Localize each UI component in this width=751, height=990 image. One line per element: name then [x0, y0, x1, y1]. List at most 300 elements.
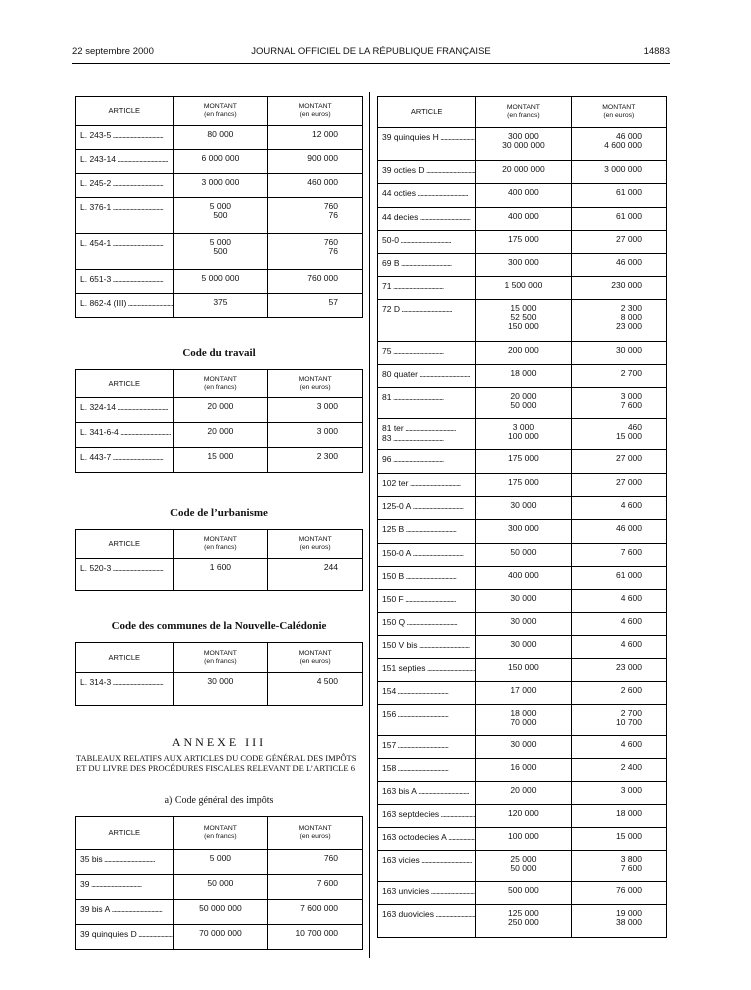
article-line [80, 854, 173, 864]
amount-euros: 3 000 [620, 391, 642, 401]
table-row [378, 882, 667, 905]
article-line [382, 571, 475, 581]
amount-euros-cell [571, 613, 666, 636]
amount-euros-cell [571, 497, 666, 520]
table-row [378, 161, 667, 184]
amount-francs: 1 600 [209, 562, 232, 572]
amount-euros: 57 [328, 297, 338, 307]
article-cell [76, 850, 174, 875]
article-reference: L. 243-5 ..... [80, 130, 163, 140]
amount-euros: 3 000 [316, 426, 338, 436]
amount-euros-cell [268, 198, 363, 234]
article-cell [378, 851, 476, 882]
table-code-general-impots-header-euros [268, 817, 363, 850]
table-code-articles [75, 96, 363, 318]
table-row [76, 198, 363, 234]
amount-francs-cell [173, 448, 268, 473]
amount-euros-cell [571, 759, 666, 782]
table-code-communes-header-francs [173, 643, 268, 673]
amount-francs-cell [173, 673, 268, 706]
article-reference: 163 duovicies ..... [382, 909, 475, 919]
amount-euros-cell [571, 474, 666, 497]
column-header-unit-francs: (en francs) [204, 657, 237, 665]
amount-euros: 12 000 [312, 129, 338, 139]
article-reference: 102 ter ..... [382, 478, 460, 488]
amount-francs-cell [173, 198, 268, 234]
amount-euros: 27 000 [616, 234, 642, 244]
article-reference: L. 314-3 ..... [80, 677, 163, 687]
amount-francs: 400 000 [508, 187, 539, 197]
article-line [382, 132, 475, 142]
amount-euros: 2 700 [620, 368, 642, 378]
amount-francs-cell [476, 828, 571, 851]
header-row [76, 530, 363, 559]
table-code-articles-header-article [76, 97, 174, 126]
amount-euros: 23 000 [616, 321, 642, 331]
amount-francs-cell [476, 590, 571, 613]
article-reference: 158 ..... [382, 763, 448, 773]
header-row [76, 643, 363, 673]
amount-francs-cell [476, 682, 571, 705]
table-code-general-impots-continued-header-euros [571, 97, 666, 128]
amount-euros: 15 000 [616, 431, 642, 441]
article-line [382, 212, 475, 222]
column-header-montant: MONTANT [298, 103, 332, 110]
amount-francs-cell [173, 423, 268, 448]
amount-francs: 70 000 000 [199, 928, 242, 938]
article-line [382, 763, 475, 773]
table-row [378, 254, 667, 277]
amount-euros: 7 600 [620, 400, 642, 410]
table-row [76, 234, 363, 270]
article-reference: L. 376-1 ..... [80, 202, 163, 212]
table-row [378, 851, 667, 882]
amount-euros-cell [268, 673, 363, 706]
table-code-articles-header-euros [268, 97, 363, 126]
table-code-urbanisme-header-article [76, 530, 174, 559]
amount-euros-cell [571, 520, 666, 544]
amount-euros-cell [571, 419, 666, 450]
table-row [378, 782, 667, 805]
amount-euros: 4 600 [620, 739, 642, 749]
article-cell [76, 423, 174, 448]
amount-euros: 2 600 [620, 685, 642, 695]
article-line [80, 929, 173, 939]
article-line [382, 886, 475, 896]
column-header-unit-francs: (en francs) [204, 383, 237, 391]
amount-euros-cell [571, 544, 666, 567]
amount-francs: 200 000 [508, 345, 539, 355]
column-header-montant: MONTANT [203, 536, 237, 543]
amount-francs-cell [476, 544, 571, 567]
table-row [378, 759, 667, 782]
article-reference: 163 octodecies A ..... [382, 832, 475, 842]
amount-francs: 20 000 [510, 785, 537, 795]
amount-francs-cell [476, 905, 571, 938]
article-line [382, 548, 475, 558]
article-reference: 163 bis A ..... [382, 786, 469, 796]
table-row [76, 559, 363, 591]
table-code-general-impots-header-article [76, 817, 174, 850]
column-header-unit-euros: (en euros) [299, 544, 331, 551]
amount-euros-cell [571, 277, 666, 300]
article-reference: L. 341-6-4 ..... [80, 427, 171, 437]
table-row [76, 673, 363, 706]
column-header-montant: MONTANT [203, 103, 237, 110]
header-row [76, 370, 363, 398]
article-reference: 44 decies ..... [382, 212, 470, 222]
article-line [382, 281, 475, 291]
amount-francs: 30 000 [510, 739, 537, 749]
article-cell [378, 474, 476, 497]
article-line [80, 130, 173, 140]
amount-francs-cell [476, 497, 571, 520]
amount-euros: 460 000 [307, 177, 338, 187]
amount-francs-cell [476, 567, 571, 590]
article-reference: L. 324-14 ..... [80, 402, 168, 412]
table-row [76, 270, 363, 294]
article-cell [378, 705, 476, 736]
article-reference: 72 D ..... [382, 304, 452, 314]
amount-francs-cell [173, 174, 268, 198]
amount-euros: 760 [323, 201, 338, 211]
table-row [378, 497, 667, 520]
table-row [378, 520, 667, 544]
article-line [382, 501, 475, 511]
table-row [76, 875, 363, 900]
amount-francs-cell [476, 184, 571, 208]
amount-francs-cell [476, 882, 571, 905]
amount-francs-cell [476, 419, 571, 450]
amount-francs: 16 000 [510, 762, 537, 772]
article-cell [76, 875, 174, 900]
article-reference: 151 septies ..... [382, 663, 475, 673]
table-code-general-impots-header-francs [173, 817, 268, 850]
article-reference: 150 Q ..... [382, 617, 457, 627]
article-cell [76, 126, 174, 150]
amount-euros: 3 000 000 [604, 164, 642, 174]
article-cell [378, 277, 476, 300]
amount-euros: 2 300 [316, 451, 338, 461]
article-line [80, 178, 173, 188]
table-row [378, 636, 667, 659]
amount-francs-cell [476, 208, 571, 231]
table-row [378, 231, 667, 254]
section-title-code-urbanisme: Code de l’urbanisme [170, 507, 268, 519]
amount-francs-cell [476, 365, 571, 388]
article-line [382, 663, 475, 673]
article-cell [378, 659, 476, 682]
amount-euros-cell [571, 636, 666, 659]
amount-francs: 20 000 [510, 391, 537, 401]
article-cell [378, 882, 476, 905]
amount-euros-cell [571, 705, 666, 736]
amount-euros-cell [268, 234, 363, 270]
amount-francs-cell [476, 388, 571, 419]
article-line [382, 346, 475, 356]
article-line [80, 677, 173, 687]
amount-euros: 7 600 000 [300, 903, 338, 913]
amount-francs: 100 000 [508, 831, 539, 841]
amount-francs: 5 000 [209, 201, 232, 211]
table-row [76, 174, 363, 198]
amount-euros: 76 [328, 246, 338, 256]
article-cell [378, 161, 476, 184]
amount-euros: 46 000 [616, 131, 642, 141]
table-row [76, 850, 363, 875]
table-row [76, 398, 363, 423]
column-header-montant: MONTANT [298, 375, 332, 383]
amount-francs: 125 000 [508, 908, 539, 918]
header-page-number: 14883 [643, 46, 670, 57]
article-reference: 39 octies D ..... [382, 165, 475, 175]
table-row [378, 567, 667, 590]
article-reference: L. 243-14 ..... [80, 154, 168, 164]
article-line [80, 238, 173, 248]
article-cell [76, 270, 174, 294]
amount-francs-cell [173, 559, 268, 591]
article-line [382, 188, 475, 198]
table-code-du-travail-header-article [76, 370, 174, 398]
article-line [80, 452, 173, 462]
article-reference: 39 bis A ..... [80, 904, 162, 914]
amount-francs-cell [476, 300, 571, 342]
table-row [378, 474, 667, 497]
amount-euros-cell [571, 208, 666, 231]
article-cell [378, 184, 476, 208]
column-header-unit-euros: (en euros) [299, 383, 331, 391]
amount-francs: 50 000 [510, 400, 537, 410]
amount-francs: 120 000 [508, 808, 539, 818]
amount-francs: 20 000 [207, 426, 234, 436]
table-row [76, 294, 363, 318]
amount-euros: 760 [323, 237, 338, 247]
amount-francs: 20 000 [207, 401, 234, 411]
amount-francs: 100 000 [508, 431, 539, 441]
article-line [382, 909, 475, 919]
article-cell [378, 128, 476, 161]
article-reference: 81 ..... [382, 392, 443, 402]
amount-euros-cell [571, 567, 666, 590]
column-header-montant: MONTANT [203, 649, 237, 657]
amount-francs-cell [476, 450, 571, 474]
amount-euros-cell [571, 828, 666, 851]
column-header-unit-francs: (en francs) [204, 544, 237, 551]
column-header-montant: MONTANT [506, 104, 540, 111]
amount-francs-cell [476, 705, 571, 736]
article-reference: 157 ..... [382, 740, 448, 750]
amount-francs: 150 000 [508, 321, 539, 331]
table-row [378, 342, 667, 365]
column-header-article: ARTICLE [410, 107, 443, 116]
column-header-unit-francs: (en francs) [507, 112, 540, 119]
column-header-article: ARTICLE [108, 539, 141, 548]
table-row [76, 925, 363, 950]
amount-francs: 30 000 [207, 676, 234, 686]
amount-euros-cell [571, 161, 666, 184]
amount-francs: 400 000 [508, 211, 539, 221]
amount-francs: 52 500 [510, 312, 537, 322]
amount-francs: 17 000 [510, 685, 537, 695]
amount-euros-cell [268, 559, 363, 591]
amount-euros: 7 600 [620, 863, 642, 873]
amount-euros: 2 300 [620, 303, 642, 313]
amount-euros: 10 700 [616, 717, 642, 727]
article-line [382, 454, 475, 464]
amount-euros-cell [571, 450, 666, 474]
amount-euros: 4 600 [620, 593, 642, 603]
amount-euros: 4 600 [620, 639, 642, 649]
table-row [378, 828, 667, 851]
article-reference: 163 septdecies ..... [382, 809, 475, 819]
amount-euros: 23 000 [616, 662, 642, 672]
article-line [382, 617, 475, 627]
amount-euros-cell [571, 851, 666, 882]
table-row [378, 544, 667, 567]
amount-euros-cell [268, 900, 363, 925]
amount-francs-cell [476, 851, 571, 882]
amount-euros: 61 000 [616, 187, 642, 197]
amount-euros: 230 000 [611, 280, 642, 290]
article-cell [378, 520, 476, 544]
amount-euros: 27 000 [616, 477, 642, 487]
amount-euros: 760 [323, 853, 338, 863]
column-header-montant: MONTANT [602, 104, 636, 111]
article-cell [76, 198, 174, 234]
article-line [382, 304, 475, 314]
article-cell [378, 365, 476, 388]
article-line [80, 154, 173, 164]
column-header-montant: MONTANT [298, 825, 332, 832]
amount-euros-cell [571, 905, 666, 938]
amount-francs: 300 000 [508, 131, 539, 141]
amount-euros-cell [571, 882, 666, 905]
amount-euros-cell [571, 184, 666, 208]
amount-euros-cell [268, 270, 363, 294]
article-cell [76, 925, 174, 950]
article-cell [378, 254, 476, 277]
article-reference: 154 ..... [382, 686, 448, 696]
amount-euros-cell [268, 925, 363, 950]
amount-euros: 61 000 [616, 211, 642, 221]
amount-francs-cell [173, 294, 268, 318]
table-code-urbanisme-header-euros [268, 530, 363, 559]
amount-francs: 500 [213, 246, 228, 256]
article-reference: 125-0 A ..... [382, 501, 463, 511]
table-row [378, 613, 667, 636]
amount-francs-cell [476, 128, 571, 161]
article-line [382, 524, 475, 534]
table-row [378, 905, 667, 938]
amount-francs-cell [476, 277, 571, 300]
article-line [382, 709, 475, 719]
amount-francs-cell [476, 736, 571, 759]
amount-euros-cell [571, 659, 666, 682]
amount-francs: 300 000 [508, 523, 539, 533]
amount-francs-cell [173, 925, 268, 950]
amount-francs-cell [173, 875, 268, 900]
article-cell [378, 905, 476, 938]
table-code-communes [75, 642, 363, 706]
table-code-general-impots-continued-header-francs [476, 97, 571, 128]
article-cell [76, 398, 174, 423]
amount-francs: 30 000 [510, 593, 537, 603]
table-code-du-travail-header-francs [173, 370, 268, 398]
column-header-unit-francs: (en francs) [204, 833, 237, 840]
article-line [382, 392, 475, 402]
amount-francs-cell [173, 270, 268, 294]
table-code-articles-header-francs [173, 97, 268, 126]
table-code-general-impots-continued-header-article [378, 97, 476, 128]
article-cell [378, 759, 476, 782]
amount-francs: 250 000 [508, 917, 539, 927]
article-reference: 39 ..... [80, 879, 141, 889]
column-header-unit-euros: (en euros) [299, 833, 331, 840]
amount-francs: 30 000 [510, 500, 537, 510]
article-reference: 81 ter ..... [382, 423, 456, 433]
amount-euros-cell [268, 448, 363, 473]
amount-francs: 50 000 [510, 863, 537, 873]
amount-euros: 27 000 [616, 453, 642, 463]
table-row [378, 128, 667, 161]
article-cell [378, 300, 476, 342]
amount-francs-cell [173, 150, 268, 174]
amount-euros: 900 000 [307, 153, 338, 163]
article-line [382, 478, 475, 488]
amount-francs: 5 000 000 [201, 273, 240, 283]
article-reference: L. 862-4 (III) ..... [80, 298, 173, 308]
article-cell [76, 448, 174, 473]
table-row [76, 423, 363, 448]
article-cell [378, 450, 476, 474]
amount-francs: 70 000 [510, 717, 537, 727]
table-row [378, 388, 667, 419]
amount-francs: 30 000 [510, 639, 537, 649]
table-code-urbanisme-header-francs [173, 530, 268, 559]
table-row [378, 590, 667, 613]
article-line [382, 855, 475, 865]
amount-euros-cell [268, 850, 363, 875]
amount-francs: 500 [213, 210, 228, 220]
article-cell [378, 544, 476, 567]
amount-euros: 15 000 [616, 831, 642, 841]
amount-euros-cell [571, 342, 666, 365]
amount-euros: 76 000 [616, 885, 642, 895]
article-reference: 35 bis ..... [80, 854, 154, 864]
amount-euros: 2 400 [620, 762, 642, 772]
amount-euros: 460 [627, 422, 642, 432]
article-cell [378, 388, 476, 419]
amount-euros: 76 [328, 210, 338, 220]
article-line [382, 594, 475, 604]
amount-francs: 400 000 [508, 570, 539, 580]
table-row [76, 150, 363, 174]
amount-francs-cell [476, 520, 571, 544]
amount-francs: 50 000 [510, 547, 537, 557]
amount-francs: 300 000 [508, 257, 539, 267]
amount-euros-cell [268, 126, 363, 150]
amount-francs: 175 000 [508, 234, 539, 244]
article-line [80, 402, 173, 412]
amount-euros-cell [571, 590, 666, 613]
article-cell [378, 805, 476, 828]
article-reference: 39 quinquies H ..... [382, 132, 475, 142]
article-line [382, 165, 475, 175]
table-row [378, 659, 667, 682]
article-line [80, 298, 173, 308]
amount-euros: 760 000 [307, 273, 338, 283]
article-reference: L. 454-1 ..... [80, 238, 163, 248]
